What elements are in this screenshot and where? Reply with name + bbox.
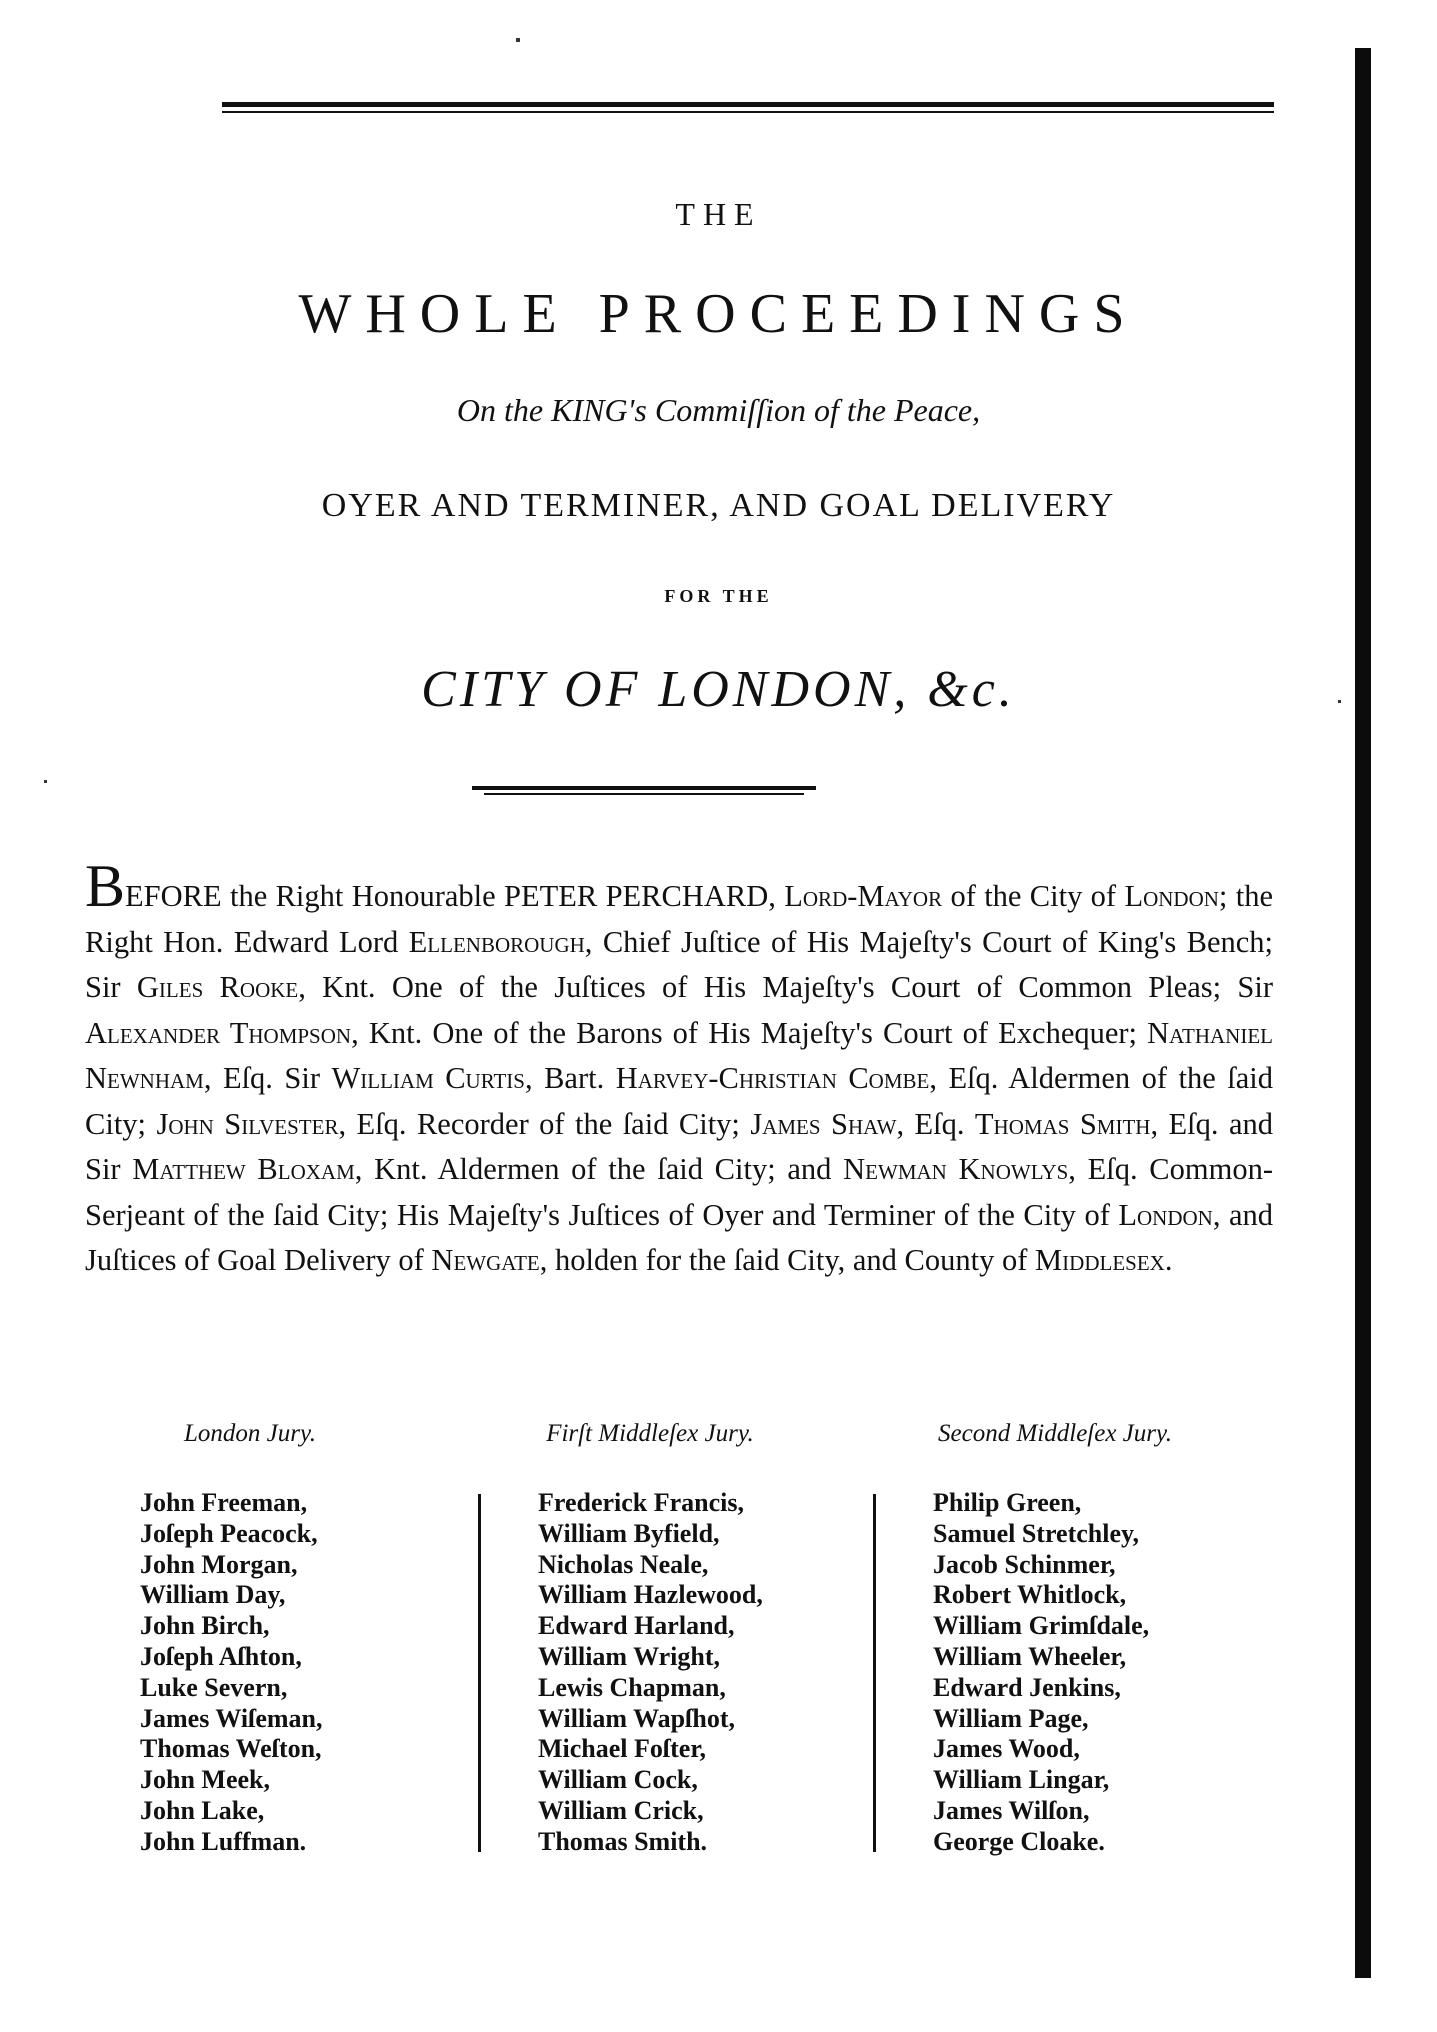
juror-name: William Day, xyxy=(140,1580,286,1610)
juror-name: Samuel Stretchley, xyxy=(933,1518,1140,1548)
juror-name: Joſeph Peacock, xyxy=(140,1518,318,1548)
juror-name: Edward Jenkins, xyxy=(933,1672,1121,1702)
jury-list-london xyxy=(140,1488,322,1858)
juror-name: William Hazlewood, xyxy=(538,1580,763,1610)
court-preamble-paragraph: BEFORE the Right Honourable PETER PERCHARD, Lord-Mayor of the City of London; the Right Hon. Edward Lord Ellenborough, Chief Juſtice of His Majeſty's Court of King's Bench; Sir Giles Rooke, Knt. One of the Juſtices of His Majeſty's Court of Common Pleas; Sir Alexander Thompson, Knt. One of the Barons of His Majeſty's Court of Exchequer; Nathaniel Newnham, Eſq. Sir William Curtis, Bart. Harvey-Christian Combe, Eſq. Aldermen of the ſaid City; John Silvester, Eſq. Recorder of the ſaid City; James Shaw, Eſq. Thomas Smith, Eſq. and Sir Matthew Bloxam, Knt. Aldermen of the ſaid City; and Newman Knowlys, Eſq. Common-Serjeant of the ſaid City; His Majeſty's Juſtices of Oyer and Terminer of the City of London, and Juſtices of Goal Delivery of Newgate, holden for the ſaid City, and County of Middlesex. xyxy=(85,853,1274,1277)
top-rule xyxy=(222,102,1274,107)
title-whole-proceedings: WHOLE PROCEEDINGS xyxy=(298,283,1139,345)
juror-name: John Freeman, xyxy=(140,1488,308,1517)
juror-name: William Grimſdale, xyxy=(933,1611,1150,1641)
juror-name: Michael Foſter, xyxy=(538,1734,706,1764)
juror-name: John Luffman. xyxy=(140,1826,307,1856)
juror-name: John Morgan, xyxy=(140,1549,298,1579)
jury-heading-second-middlesex: Second Middleſex Jury. xyxy=(938,1420,1172,1447)
subtitle-oyer-terminer: OYER AND TERMINER, AND GOAL DELIVERY xyxy=(321,487,1116,524)
juror-name: William Crick, xyxy=(538,1795,704,1825)
divider-rule xyxy=(472,786,816,790)
juror-name: James Wood, xyxy=(933,1734,1080,1764)
subtitle-for-the: FOR THE xyxy=(664,586,773,606)
juror-name: Lewis Chapman, xyxy=(538,1672,726,1702)
drop-cap: B xyxy=(85,853,126,919)
juror-name: William Lingar, xyxy=(933,1765,1110,1795)
juror-name: William Cock, xyxy=(538,1765,698,1795)
juror-name: Philip Green, xyxy=(933,1488,1082,1517)
juror-name: William Wright, xyxy=(538,1641,721,1671)
juror-name: John Lake, xyxy=(140,1795,265,1825)
scan-speck xyxy=(44,780,47,783)
juror-name: Thomas Weſton, xyxy=(140,1734,322,1764)
title-city-of-london: CITY OF LONDON, &c. xyxy=(421,661,1016,718)
juror-name: Robert Whitlock, xyxy=(933,1580,1127,1610)
jury-heading-london: London Jury. xyxy=(184,1420,316,1447)
juror-name: Joſeph Aſhton, xyxy=(140,1641,302,1671)
juror-name: William Wheeler, xyxy=(933,1641,1127,1671)
juror-name: Luke Severn, xyxy=(140,1672,288,1702)
juror-name: Nicholas Neale, xyxy=(538,1549,709,1579)
juror-name: William Page, xyxy=(933,1703,1089,1733)
scan-speck xyxy=(516,38,520,42)
column-divider xyxy=(478,1494,481,1852)
juror-name: John Birch, xyxy=(140,1611,270,1641)
column-divider xyxy=(873,1494,876,1852)
top-rule-thin xyxy=(222,111,1274,113)
juror-name: James Wiſeman, xyxy=(140,1703,323,1733)
juror-name: Thomas Smith. xyxy=(538,1826,708,1856)
juror-name: George Cloake. xyxy=(933,1826,1105,1856)
jury-heading-first-middlesex: Firſt Middleſex Jury. xyxy=(546,1420,754,1447)
title-the: THE xyxy=(675,196,762,232)
jury-list-first-middlesex xyxy=(538,1488,763,1858)
subtitle-commission: On the KING's Commiſſion of the Peace, xyxy=(456,392,981,428)
juror-name: Frederick Francis, xyxy=(538,1488,745,1517)
juror-name: William Byfield, xyxy=(538,1518,720,1548)
juror-name: Edward Harland, xyxy=(538,1611,735,1641)
juror-name: James Wilſon, xyxy=(933,1795,1090,1825)
juror-name: Jacob Schinmer, xyxy=(933,1549,1116,1579)
juror-name: John Meek, xyxy=(140,1765,270,1795)
juror-name: William Wapſhot, xyxy=(538,1703,735,1733)
jury-list-second-middlesex xyxy=(933,1488,1149,1858)
divider-rule-thin xyxy=(484,793,804,795)
